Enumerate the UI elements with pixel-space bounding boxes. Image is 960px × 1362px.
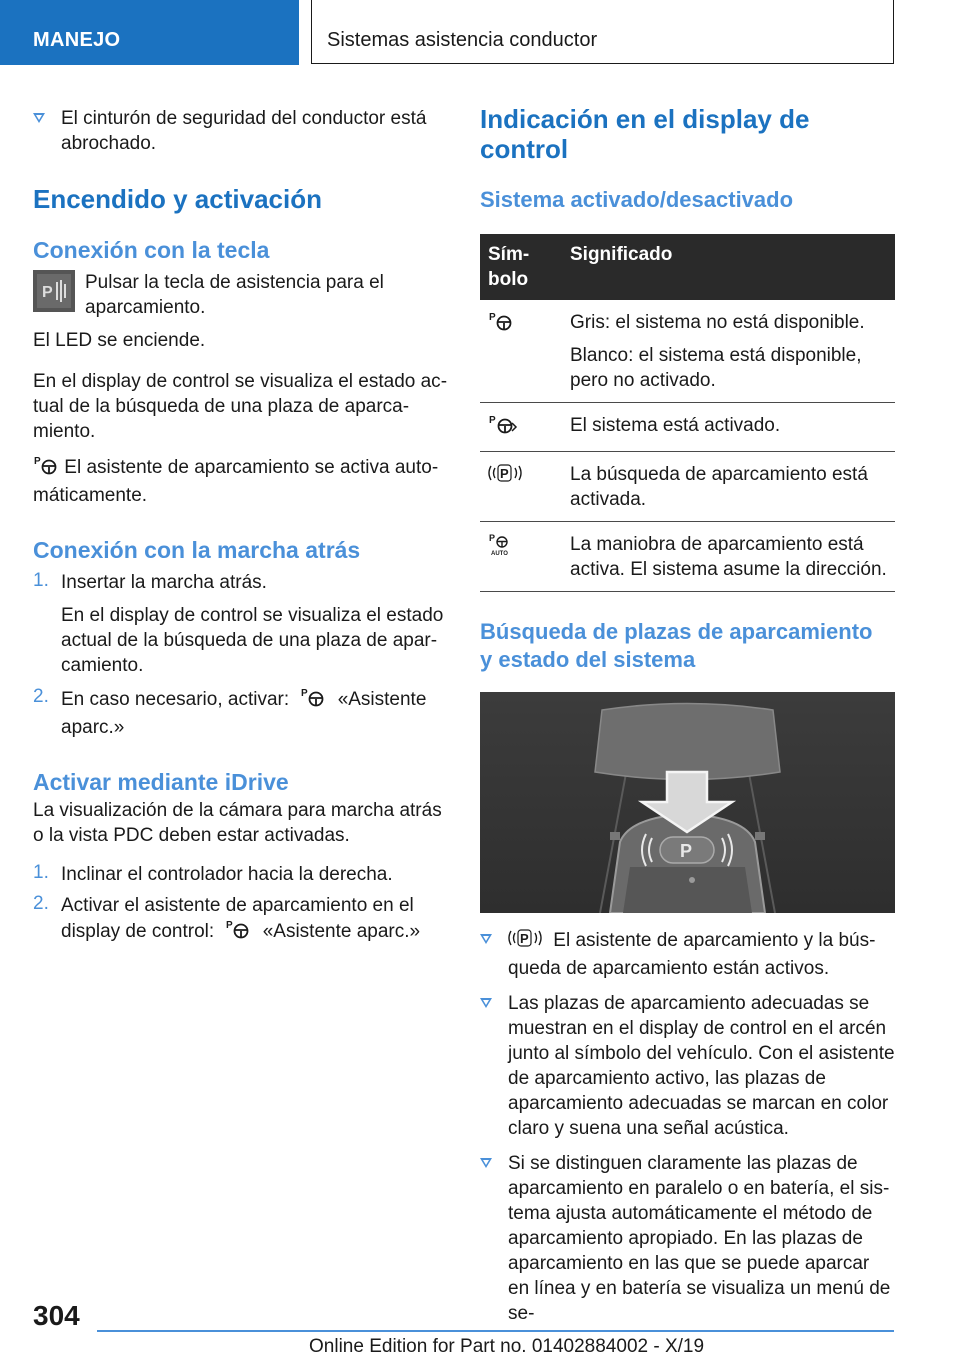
section-tab — [0, 0, 299, 65]
page-number: 304 — [33, 1300, 80, 1331]
parking-assist-icon — [225, 918, 251, 947]
step-number: 1. — [33, 862, 49, 883]
heading-idrive: Activar mediante iDrive — [33, 769, 289, 795]
bullet-item — [33, 106, 448, 156]
svg-text:P: P — [34, 456, 41, 467]
left-column — [33, 100, 448, 947]
step-text: Insertar la marcha atrás. — [61, 572, 267, 593]
idrive-text: La visualización de la cámara para marcha atrás o la vista PDC deben estar activadas. — [33, 800, 442, 846]
step-text: Activar el asistente de aparcamiento en el display de control: — [61, 895, 414, 942]
table-header-row — [480, 234, 895, 300]
auto-text: El asistente de aparcamiento se activa automáticamente. — [33, 457, 439, 506]
parking-display-figure — [480, 692, 895, 913]
right-column — [480, 100, 895, 1326]
svg-text:P: P — [680, 841, 693, 861]
table-cell-meaning — [562, 300, 895, 403]
table-row — [480, 300, 895, 403]
bullet-text: Las plazas de aparcamiento adecuadas se muestran en el display de control en el arcén junto al símbolo del vehículo. Con el asistente de aparcamiento activo, las plazas de aparcamiento adecuadas se marcan en color claro y suena una señal acústica. — [508, 993, 895, 1139]
parking-assist-gray-icon — [488, 312, 514, 337]
section-title: MANEJO — [33, 29, 121, 51]
table-cell-meaning — [562, 522, 895, 592]
bullet-triangle-icon — [480, 1158, 492, 1168]
table-header-meaning: Significado — [562, 234, 895, 300]
parking-search-icon — [488, 468, 522, 489]
bullet-triangle-icon — [480, 998, 492, 1008]
bullet-triangle-icon — [33, 113, 45, 123]
step-subtext: En el display de control se visualiza el estado actual de la búsqueda de una plaza de aparcamiento. — [61, 605, 444, 676]
bullet-item — [480, 991, 895, 1141]
svg-text:AUTO: AUTO — [491, 551, 508, 556]
table-row — [480, 522, 895, 592]
heading-busqueda: Búsqueda de plazas de aparcamiento y estado del sistema — [480, 619, 873, 672]
svg-text:P: P — [489, 533, 496, 543]
svg-text:P: P — [301, 688, 309, 699]
heading-indicacion: Indicación en el display de control — [480, 104, 810, 164]
svg-text:P: P — [520, 931, 529, 946]
step-text: Inclinar el controlador hacia la derecha. — [61, 864, 393, 885]
parking-search-icon — [508, 927, 542, 956]
heading-marcha: Conexión con la marcha atrás — [33, 537, 361, 563]
meaning-text: El sistema está activado. — [570, 415, 781, 436]
svg-text:P: P — [226, 920, 234, 931]
table-cell-meaning — [562, 452, 895, 522]
bullet-text: Si se distinguen claramente las plazas de aparcamiento en paralelo o en batería, el sistema ajusta automáticamente el método de aparcamiento apropiado. En las plazas de aparcamiento en las que se puede aparcar en línea y en batería se visualiza un menú de se- — [508, 1153, 891, 1324]
table-cell-symbol — [480, 452, 562, 522]
key-text: Pulsar la tecla de asistencia para el aparcamiento. — [85, 272, 384, 318]
chapter-header — [311, 0, 894, 64]
step-number: 2. — [33, 893, 49, 914]
meaning-text: La maniobra de aparcamiento está activa. El sistema asume la dirección. — [570, 534, 887, 580]
svg-text:P: P — [42, 284, 53, 301]
table-cell-meaning — [562, 403, 895, 452]
step-text: En caso necesario, activar: — [61, 689, 290, 710]
chapter-title: Sistemas asistencia conductor — [327, 29, 598, 51]
symbol-table — [480, 234, 895, 592]
table-cell-symbol — [480, 403, 562, 452]
key-instruction — [33, 270, 448, 320]
heading-sistema: Sistema activado/desactivado — [480, 187, 794, 212]
table-row — [480, 403, 895, 452]
step-item — [33, 686, 448, 740]
svg-text:P: P — [500, 466, 509, 481]
edition-text: Online Edition for Part no. 01402884002 - X/19 — [309, 1336, 705, 1357]
meaning-text: Gris: el sistema no está disponible. — [570, 312, 865, 333]
meaning-text: Blanco: el sistema está disponible, pero no activado. — [570, 345, 862, 391]
bullet-text: El cinturón de seguridad del conductor está abrochado. — [61, 108, 427, 154]
parking-auto-icon — [488, 533, 514, 561]
menu-entry-text: «Asistente aparc.» — [262, 921, 421, 942]
table-row — [480, 452, 895, 522]
bullet-triangle-icon — [480, 934, 492, 944]
footer-divider — [97, 1330, 894, 1332]
table-header-symbol: Símbolo — [480, 234, 562, 300]
menu-entry-text: «Asistente aparc.» — [61, 689, 427, 738]
led-text: El LED se enciende. — [33, 330, 206, 351]
meaning-text: La búsqueda de aparcamiento está activada. — [570, 464, 868, 510]
svg-text:P: P — [489, 312, 496, 323]
bullet-item — [480, 927, 895, 981]
auto-activation — [33, 454, 448, 508]
heading-encendido: Encendido y activación — [33, 184, 322, 214]
parking-key-icon — [33, 270, 75, 312]
step-item — [33, 862, 448, 887]
step-number: 2. — [33, 686, 49, 707]
parking-assist-icon — [300, 686, 326, 715]
parking-assist-active-icon — [488, 415, 518, 440]
step-item — [33, 893, 448, 947]
svg-text:P: P — [489, 415, 496, 426]
display-text: En el display de control se visualiza el estado actual de la búsqueda de una plaza de aparcamiento. — [33, 371, 448, 442]
table-cell-symbol — [480, 522, 562, 592]
parking-assist-icon — [33, 454, 59, 483]
bullet-item — [480, 1151, 895, 1326]
step-number: 1. — [33, 570, 49, 591]
step-item — [33, 570, 448, 678]
bullet-text: El asistente de aparcamiento y la búsqueda de aparcamiento están activos. — [508, 930, 876, 979]
table-cell-symbol — [480, 300, 562, 403]
heading-tecla: Conexión con la tecla — [33, 237, 270, 263]
